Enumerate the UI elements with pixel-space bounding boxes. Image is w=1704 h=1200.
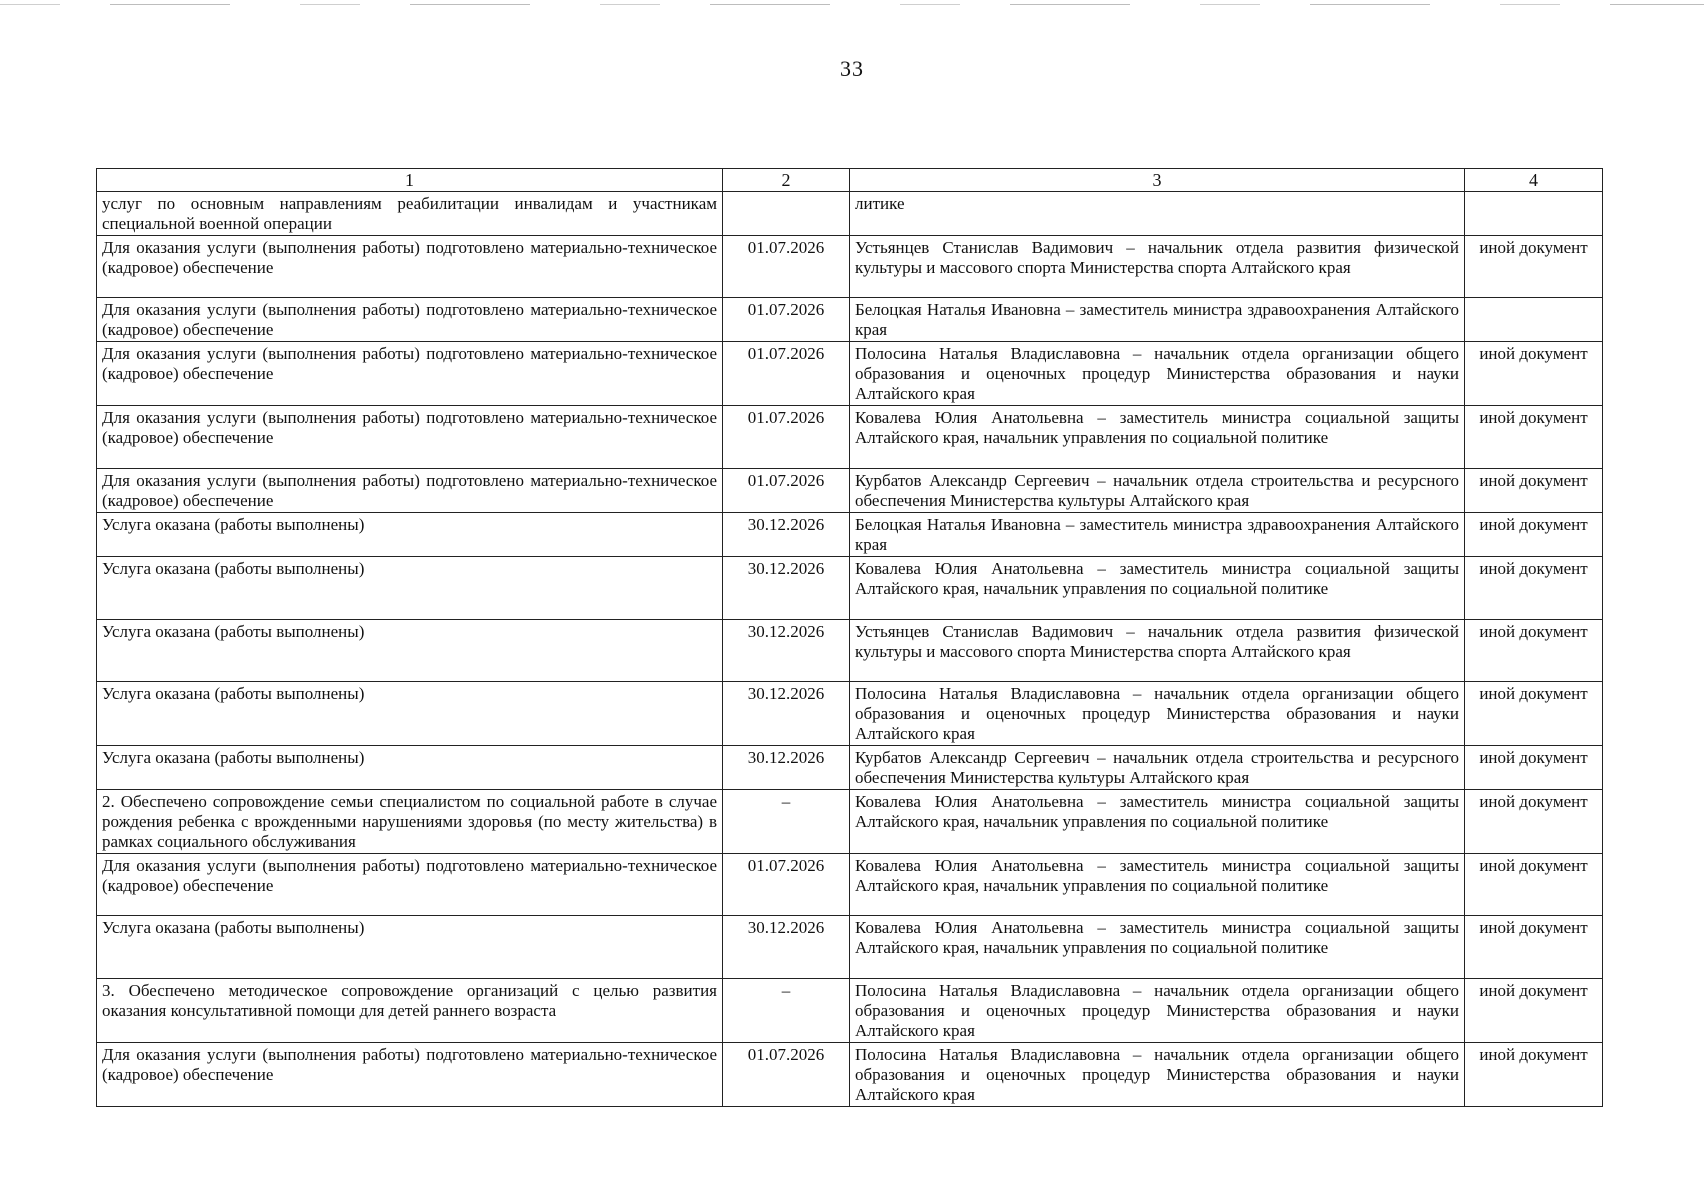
cell-document-type: иной документ xyxy=(1465,1043,1603,1107)
cell-task: услуг по основным направлениям реабилитации инвалидам и участникам специальной военной операции xyxy=(97,192,723,236)
cell-responsible: литике xyxy=(850,192,1465,236)
table-row xyxy=(97,406,1603,469)
cell-task: Для оказания услуги (выполнения работы) подготовлено материально-техническое (кадровое) обеспечение xyxy=(97,342,723,406)
cell-document-type: иной документ xyxy=(1465,557,1603,620)
table-row xyxy=(97,557,1603,620)
cell-responsible: Ковалева Юлия Анатольевна – заместитель министра социальной защиты Алтайского края, начальник управления по социальной политике xyxy=(850,790,1465,854)
cell-date: 01.07.2026 xyxy=(723,342,850,406)
cell-document-type: иной документ xyxy=(1465,620,1603,682)
cell-task: Для оказания услуги (выполнения работы) подготовлено материально-техническое (кадровое) обеспечение xyxy=(97,1043,723,1107)
table-row xyxy=(97,790,1603,854)
cell-date: 30.12.2026 xyxy=(723,746,850,790)
cell-responsible: Полосина Наталья Владиславовна – начальник отдела организации общего образования и оценочных процедур Министерства образования и науки Алтайского края xyxy=(850,342,1465,406)
header-col-1: 1 xyxy=(97,169,723,192)
cell-document-type: иной документ xyxy=(1465,236,1603,298)
cell-document-type: иной документ xyxy=(1465,790,1603,854)
cell-task: 3. Обеспечено методическое сопровождение организаций с целью развития оказания консультативной помощи для детей раннего возраста xyxy=(97,979,723,1043)
table-row xyxy=(97,854,1603,916)
table-body xyxy=(97,192,1603,1107)
cell-responsible: Ковалева Юлия Анатольевна – заместитель министра социальной защиты Алтайского края, начальник управления по социальной политике xyxy=(850,854,1465,916)
cell-task: Услуга оказана (работы выполнены) xyxy=(97,682,723,746)
cell-date: 01.07.2026 xyxy=(723,298,850,342)
cell-task: Услуга оказана (работы выполнены) xyxy=(97,557,723,620)
cell-responsible: Устьянцев Станислав Вадимович – начальник отдела развития физической культуры и массового спорта Министерства спорта Алтайского края xyxy=(850,236,1465,298)
cell-date: 30.12.2026 xyxy=(723,513,850,557)
table-header-row xyxy=(97,169,1603,192)
cell-responsible: Полосина Наталья Владиславовна – начальник отдела организации общего образования и оценочных процедур Министерства образования и науки Алтайского края xyxy=(850,979,1465,1043)
cell-responsible: Белоцкая Наталья Ивановна – заместитель министра здравоохранения Алтайского края xyxy=(850,513,1465,557)
cell-document-type: иной документ xyxy=(1465,342,1603,406)
table-row xyxy=(97,682,1603,746)
cell-responsible: Курбатов Александр Сергеевич – начальник отдела строительства и ресурсного обеспечения Министерства культуры Алтайского края xyxy=(850,469,1465,513)
table-row xyxy=(97,298,1603,342)
cell-task: Для оказания услуги (выполнения работы) подготовлено материально-техническое (кадровое) обеспечение xyxy=(97,236,723,298)
cell-document-type: иной документ xyxy=(1465,469,1603,513)
cell-responsible: Ковалева Юлия Анатольевна – заместитель министра социальной защиты Алтайского края, начальник управления по социальной политике xyxy=(850,406,1465,469)
cell-document-type xyxy=(1465,298,1603,342)
cell-document-type: иной документ xyxy=(1465,513,1603,557)
cell-task: Услуга оказана (работы выполнены) xyxy=(97,620,723,682)
cell-date: 01.07.2026 xyxy=(723,854,850,916)
table-row xyxy=(97,236,1603,298)
table-row xyxy=(97,620,1603,682)
cell-task: Услуга оказана (работы выполнены) xyxy=(97,916,723,979)
cell-task: Для оказания услуги (выполнения работы) подготовлено материально-техническое (кадровое) обеспечение xyxy=(97,854,723,916)
cell-date: 30.12.2026 xyxy=(723,620,850,682)
cell-responsible: Полосина Наталья Владиславовна – начальник отдела организации общего образования и оценочных процедур Министерства образования и науки Алтайского края xyxy=(850,1043,1465,1107)
cell-date: 01.07.2026 xyxy=(723,1043,850,1107)
cell-date: 30.12.2026 xyxy=(723,557,850,620)
document-table xyxy=(96,168,1603,1107)
cell-task: 2. Обеспечено сопровождение семьи специалистом по социальной работе в случае рождения ребенка с врожденными нарушениями здоровья (по месту жительства) в рамках социального обслуживания xyxy=(97,790,723,854)
table-row xyxy=(97,192,1603,236)
cell-date: – xyxy=(723,979,850,1043)
cell-task: Для оказания услуги (выполнения работы) подготовлено материально-техническое (кадровое) обеспечение xyxy=(97,469,723,513)
cell-task: Для оказания услуги (выполнения работы) подготовлено материально-техническое (кадровое) обеспечение xyxy=(97,406,723,469)
table-row xyxy=(97,513,1603,557)
table-row xyxy=(97,469,1603,513)
cell-responsible: Устьянцев Станислав Вадимович – начальник отдела развития физической культуры и массового спорта Министерства спорта Алтайского края xyxy=(850,620,1465,682)
table-row xyxy=(97,342,1603,406)
cell-responsible: Белоцкая Наталья Ивановна – заместитель министра здравоохранения Алтайского края xyxy=(850,298,1465,342)
cell-document-type: иной документ xyxy=(1465,682,1603,746)
header-col-3: 3 xyxy=(850,169,1465,192)
cell-date: 30.12.2026 xyxy=(723,916,850,979)
cell-date: 01.07.2026 xyxy=(723,469,850,513)
page-number: 33 xyxy=(840,56,864,81)
cell-document-type: иной документ xyxy=(1465,979,1603,1043)
cell-date: 30.12.2026 xyxy=(723,682,850,746)
cell-document-type: иной документ xyxy=(1465,916,1603,979)
scan-edge-artifact xyxy=(0,4,1704,5)
cell-date xyxy=(723,192,850,236)
cell-task: Услуга оказана (работы выполнены) xyxy=(97,746,723,790)
table-row xyxy=(97,746,1603,790)
table-row xyxy=(97,979,1603,1043)
cell-date: 01.07.2026 xyxy=(723,236,850,298)
cell-date: – xyxy=(723,790,850,854)
header-col-2: 2 xyxy=(723,169,850,192)
header-col-4: 4 xyxy=(1465,169,1603,192)
cell-document-type: иной документ xyxy=(1465,854,1603,916)
cell-document-type xyxy=(1465,192,1603,236)
cell-document-type: иной документ xyxy=(1465,746,1603,790)
cell-task: Услуга оказана (работы выполнены) xyxy=(97,513,723,557)
cell-task: Для оказания услуги (выполнения работы) подготовлено материально-техническое (кадровое) обеспечение xyxy=(97,298,723,342)
cell-responsible: Полосина Наталья Владиславовна – начальник отдела организации общего образования и оценочных процедур Министерства образования и науки Алтайского края xyxy=(850,682,1465,746)
cell-responsible: Ковалева Юлия Анатольевна – заместитель министра социальной защиты Алтайского края, начальник управления по социальной политике xyxy=(850,557,1465,620)
table-row xyxy=(97,916,1603,979)
cell-document-type: иной документ xyxy=(1465,406,1603,469)
table-row xyxy=(97,1043,1603,1107)
cell-responsible: Ковалева Юлия Анатольевна – заместитель министра социальной защиты Алтайского края, начальник управления по социальной политике xyxy=(850,916,1465,979)
cell-date: 01.07.2026 xyxy=(723,406,850,469)
cell-responsible: Курбатов Александр Сергеевич – начальник отдела строительства и ресурсного обеспечения Министерства культуры Алтайского края xyxy=(850,746,1465,790)
